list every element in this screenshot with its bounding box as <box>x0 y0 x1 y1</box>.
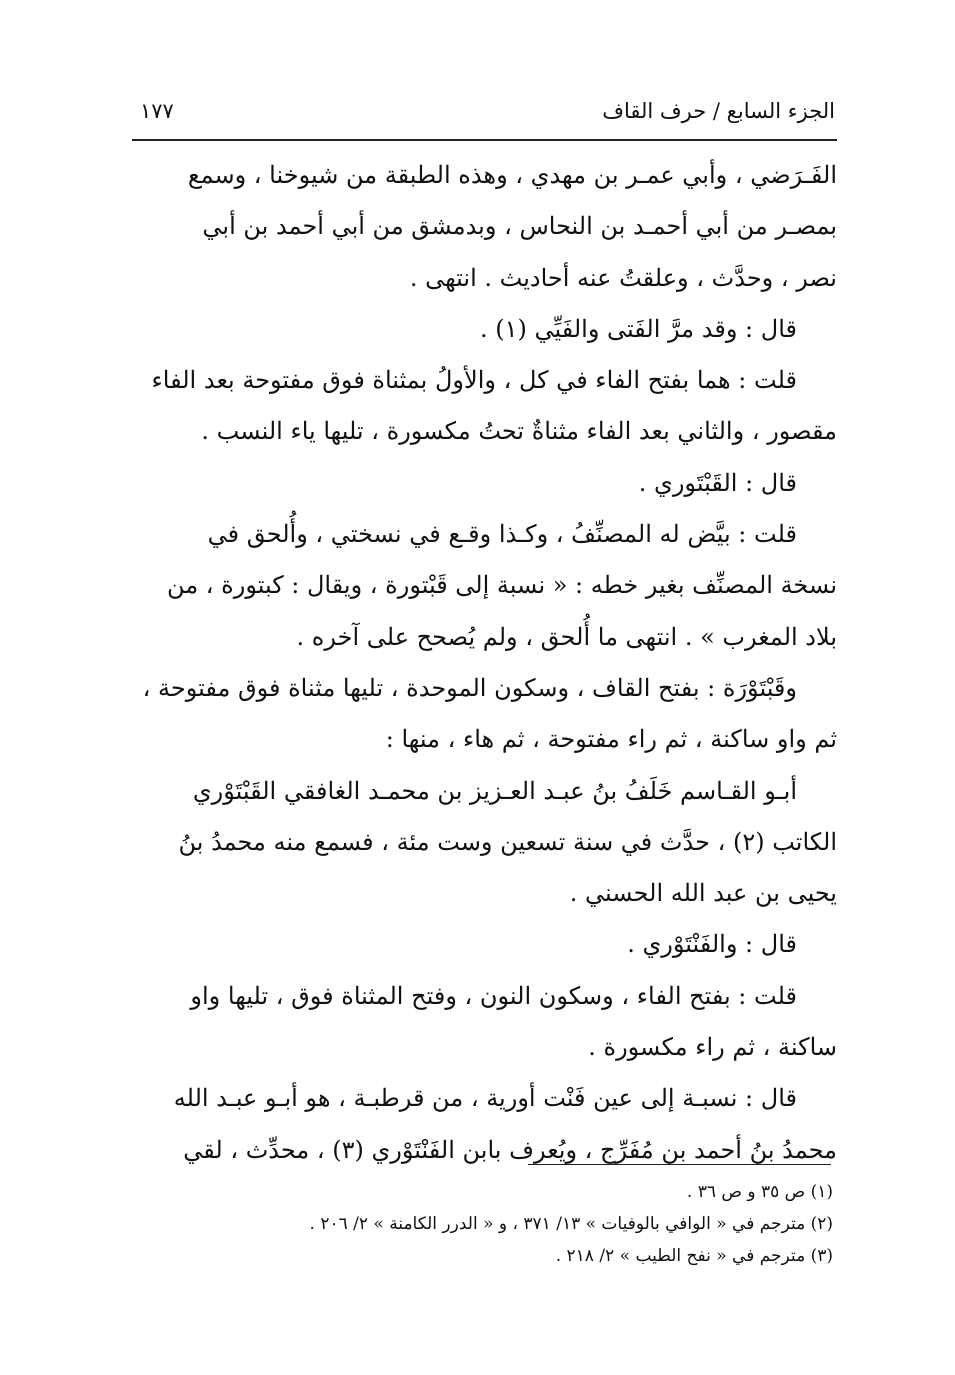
footnote: (٣) مترجم في « نفح الطيب » ٢/ ٢١٨ . <box>555 1246 833 1266</box>
footnotes <box>200 1176 833 1272</box>
header-rule <box>132 139 837 141</box>
text-line: قال : والفَنْتَوْري . <box>627 930 797 959</box>
body-text <box>136 150 837 1176</box>
text-line: الفَـرَضي ، وأبي عمـر بن مهدي ، وهذه الطبقة من شيوخنا ، وسمع <box>187 161 837 189</box>
text-line: وقَبْتَوْرَة : بفتح القاف ، وسكون الموحدة ، تليها مثناة فوق مفتوحة ، <box>142 673 797 702</box>
footnote-rule <box>528 1164 831 1165</box>
text-line: أبـو القـاسم خَلَفُ بنُ عبـد العـزيز بن محمـد الغافقي القَبْتَوْري <box>192 776 797 805</box>
text-line: قلت : هما بفتح الفاء في كل ، والأولُ بمثناة فوق مفتوحة بعد الفاء <box>151 366 797 395</box>
text-line: قال : وقد مرَّ الفَتى والفَيِّي (١) . <box>479 314 797 343</box>
text-line: ساكنة ، ثم راء مكسورة . <box>588 1033 837 1062</box>
text-line: قلت : بفتح الفاء ، وسكون النون ، وفتح المثناة فوق ، تليها واو <box>190 981 797 1010</box>
text-line: بمصـر من أبي أحمـد بن النحاس ، وبدمشق من أبي أحمد بن أبي <box>202 212 837 241</box>
page-number: ١٧٧ <box>140 99 174 123</box>
footnote: (١) ص ٣٥ و ص ٣٦ . <box>686 1182 833 1202</box>
footnote: (٢) مترجم في « الوافي بالوفيات » ١٣/ ٣٧١ ، و « الدرر الكامنة » ٢/ ٢٠٦ . <box>309 1214 833 1234</box>
text-line: قال : نسبـة إلى عين فَنْت أورية ، من قرطبـة ، هو أبـو عبـد الله <box>173 1084 797 1113</box>
text-line: يحيى بن عبد الله الحسني . <box>569 879 837 908</box>
text-line: قال : القَبْتَوري . <box>638 468 797 497</box>
text-line: الكاتب (٢) ، حدَّث في سنة تسعين وست مئة ، فسمع منه محمدُ بنُ <box>178 827 837 856</box>
text-line: قلت : بيَّض له المصنِّفُ ، وكـذا وقـع في نسختي ، وأُلحق في <box>207 520 797 549</box>
header-title: الجزء السابع / حرف القاف <box>602 99 835 123</box>
text-line: نصر ، وحدَّث ، وعلقتُ عنه أحاديث . انتهى . <box>409 263 837 292</box>
text-line: مقصور ، والثاني بعد الفاء مثناةٌ تحتُ مكسورة ، تليها ياء النسب . <box>201 417 837 446</box>
text-line: بلاد المغرب » . انتهى ما أُلحق ، ولم يُصحح على آخره . <box>296 622 837 651</box>
text-line: محمدُ بنُ أحمد بن مُفَرِّج ، ويُعرف بابن الفَنْتَوْري (٣) ، محدِّث ، لقي <box>183 1135 837 1164</box>
running-header <box>140 92 835 130</box>
text-line: ثم واو ساكنة ، ثم راء مفتوحة ، ثم هاء ، منها : <box>385 725 837 754</box>
text-line: نسخة المصنِّف بغير خطه : « نسبة إلى قَبْتورة ، ويقال : كبتورة ، من <box>167 571 837 600</box>
